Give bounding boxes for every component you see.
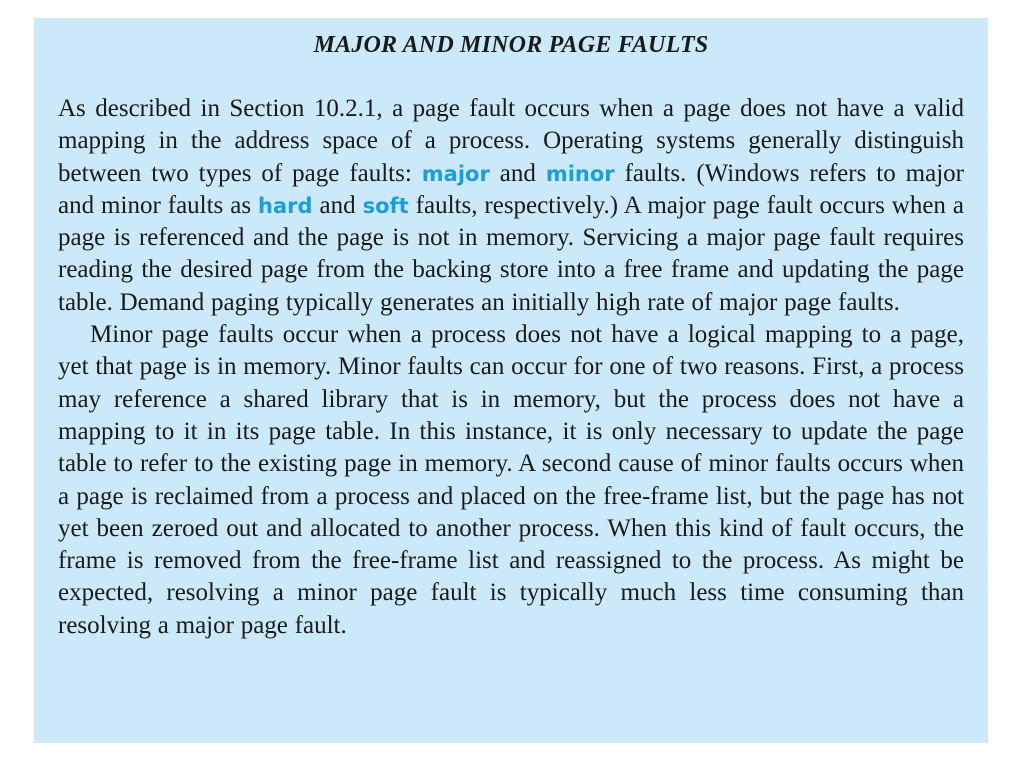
paragraph-1-text: and [312,191,363,219]
sidebar-title: MAJOR AND MINOR PAGE FAULTS [313,32,709,58]
sidebar-box [34,18,988,743]
term-major: major [421,161,490,186]
term-soft: soft [362,193,409,218]
term-minor: minor [545,161,615,186]
paragraph-1 [58,93,964,319]
paragraph-1-text: faults. (Windows refers to major and minor faults as [58,159,964,219]
paragraph-2: Minor page faults occur when a process does not have a logical mapping to a page, yet that page is in memory. Minor faults can occur for one of two reasons. First, a process may reference a shared library that is in memory, but the process does not have a mapping to it in its page table. In this instance, it is only necessary to update the page table to refer to the existing page in memory. A second cause of minor faults occurs when a page is reclaimed from a process and placed on the free-frame list, but the page has not yet been zeroed out and allocated to another process. When this kind of fault occurs, the frame is removed from the free-frame list and reassigned to the process. As might be expected, resolving a minor page fault is typically much less time consuming than resolving a major page fault. [58,321,964,639]
paragraph-1-text: As described in Section 10.2.1, a page fault occurs when a page does not have a valid mapping in the address space of a process. Operating systems generally distinguish between two types of page faults: [58,95,964,187]
paragraph-1-text: and [489,159,546,187]
paragraph-1-text: faults, respectively.) A major page fault occurs when a page is referenced and the page is not in memory. Servicing a major page fault requires reading the desired page from the backing store into a free frame and updating the page table. Demand paging typically generates an initially high rate of major page faults. [58,191,964,316]
term-hard: hard [258,193,313,218]
